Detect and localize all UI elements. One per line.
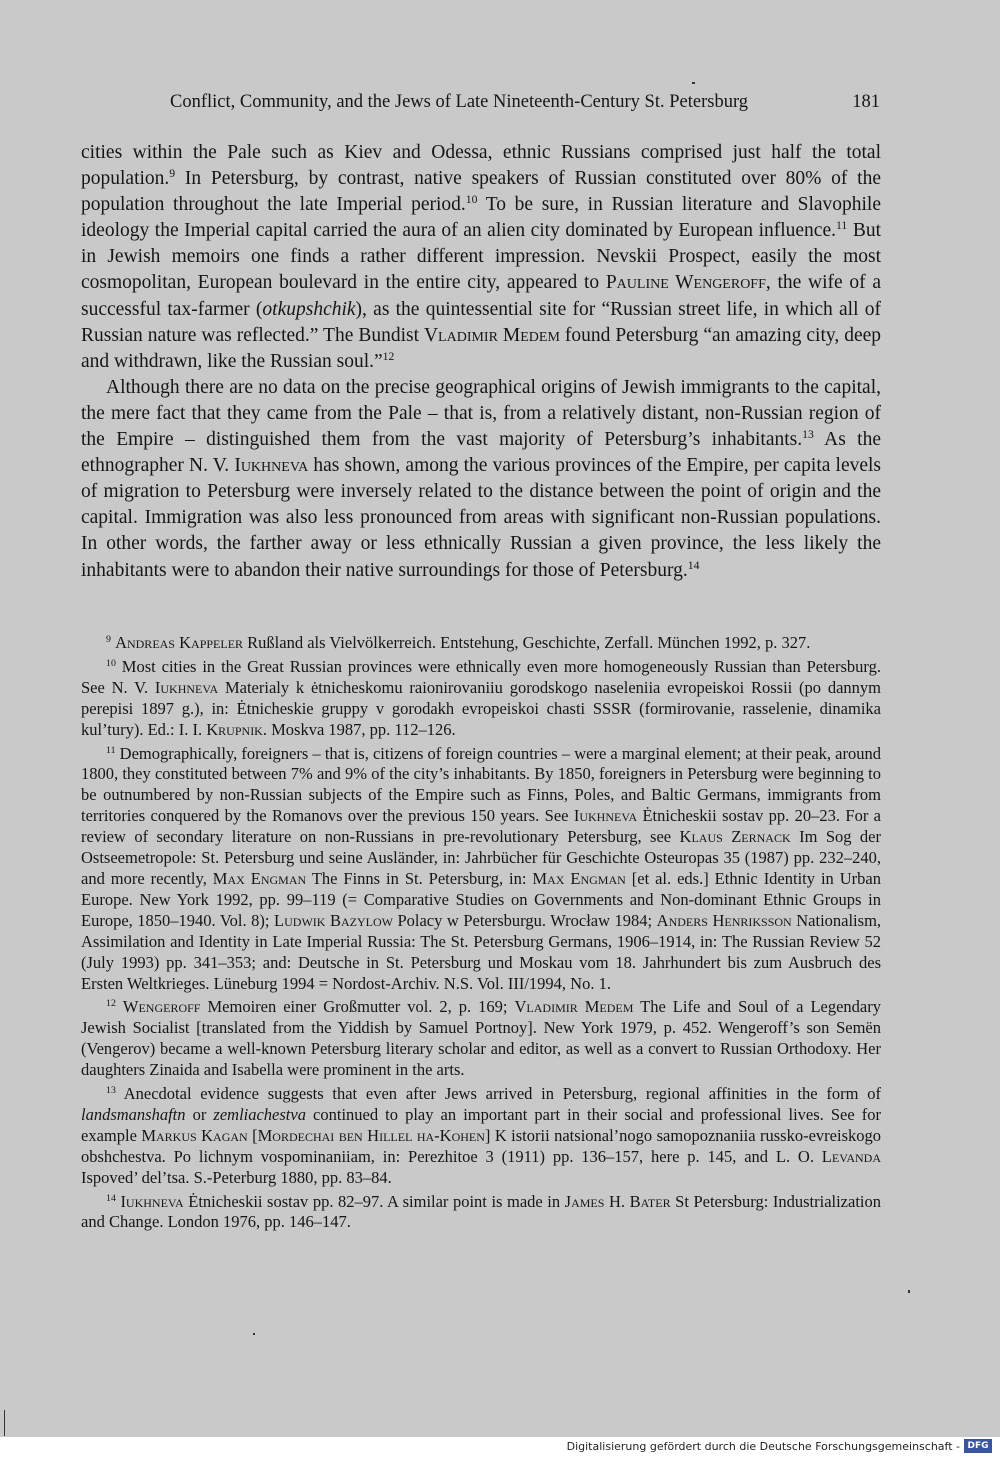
footnote-ref-12[interactable]: 12 (382, 349, 395, 363)
paragraph-2: Although there are no data on the precise geographical origins of Jewish immigrants to the capital, the mere fact that they came from the Pale – that is, from a relatively distant, non-Russian region of the Empire – distinguished them from the vast majority of Petersburg’s inhabitants.$^{13}$ As the ethnographer N. V. Iukhneva has shown, among the various provinces of the Empire, per capita levels of migration to Petersburg were inversely related to the distance between the point of origin and the capital. Immigration was also less pronounced from areas with significant non-Russian populations. In other words, the farther away or less ethnically Russian a given province, the less likely the inhabitants were to abandon their native surroundings for those of Petersburg.$^{14}$ (81, 376, 882, 581)
main-text (81, 140, 881, 584)
footnote-ref-10[interactable]: 10 (465, 192, 478, 206)
page-number: 181 (852, 92, 880, 112)
scan-speck (4, 1410, 5, 1436)
footnote-10: $^{10}$ Most cities in the Great Russian provinces were ethnically even more homogeneously Russian than Petersburg. See N. V. Iukhneva Materialy k ėtnicheskomu raionirovaniiu gorodskogo naseleniia evropeiskoi Rossii (po dannym perepisi 1897 g.), in: Ėtnicheskie gruppy v gorodakh evropeiskoi chasti SSSR (formirovanie, rasselenie, dinamika kul’tury). Ed.: I. I. Krupnik. Moskva 1987, pp. 112–126. (81, 656, 881, 739)
running-title: Conflict, Community, and the Jews of Late Nineteenth-Century St. Petersburg (170, 92, 749, 112)
footnote-ref-11[interactable]: 11 (836, 219, 848, 233)
footnote-ref-13[interactable]: 13 (802, 427, 814, 441)
footnote-12: $^{12}$ Wengeroff Memoiren einer Großmutter vol. 2, p. 169; Vladimir Medem The Life and Soul of a Legendary Jewish Socialist [translated from the Yiddish by Samuel Portnoy]. New York 1979, p. 452. Wengeroff’s son Semën (Vengerov) became a well-known Petersburg literary scholar and editor, as well as a convert to Russian Orthodoxy. Her daughters Zinaida and Isabella were prominent in the arts. (81, 997, 882, 1080)
author-name: Pauline Wengeroff (605, 272, 766, 294)
footnote-14: $^{14}$ Iukhneva Ėtnicheskii sostav pp. 82–97. A similar point is made in James H. Bater St Petersburg: Industrialization and Change. London 1976, pp. 146–147. (81, 1191, 881, 1232)
funding-credit: Digitalisierung gefördert durch die Deutsche Forschungsgemeinschaft - (566, 1440, 960, 1453)
paragraph-1: cities within the Pale such as Kiev and Odessa, ethnic Russians comprised just half the total population.$^9$ In Petersburg, by contrast, native speakers of Russian constituted over 80% of the population throughout the late Imperial period.$^{10}$ To be sure, in Russian literature and Slavophile ideology the Imperial capital carried the aura of an alien city dominated by European influence.$^{11}$ But in Jewish memoirs one finds a rather different impression. Nevskii Prospect, easily the most cosmopolitan, European boulevard in the entire city, appeared to Pauline Wengeroff, the wife of a successful tax-farmer (otkupshchik), as the quintessential site for “Russian street life, in which all of Russian nature was reflected.” The Bundist Vladimir Medem found Petersburg “an amazing city, deep and withdrawn, like the Russian soul.”$^{12}$ (81, 142, 882, 372)
scan-speck (692, 82, 695, 84)
author-name: Iukhneva (234, 455, 309, 477)
dfg-logo: DFG (964, 1439, 992, 1453)
footnote-9: $^9$ Andreas Kappeler Rußland als Vielvölkerreich. Entstehung, Geschichte, Zerfall. München 1992, p. 327. (106, 633, 811, 652)
footnote-ref-9[interactable]: 9 (169, 166, 176, 180)
footnote-ref-14[interactable]: 14 (687, 558, 700, 572)
scan-speck (908, 1290, 910, 1293)
footnote-13: $^{13}$ Anecdotal evidence suggests that even after Jews arrived in Petersburg, regional affinities in the form of landsmanshaftn or zemliachestva continued to play an important part in their social and professional lives. See for example Markus Kagan [Mordechai ben Hillel ha-Kohen] K istorii natsional’nogo samopoznaniia russko-evreiskogo obshchestva. Po lichnym vospominaniiam, in: Perezhitoe 3 (1911) pp. 136–157, here p. 145, and L. O. Levanda Ispoved’ del’tsa. S.-Peterburg 1880, pp. 83–84. (81, 1084, 881, 1187)
scan-speck (253, 1333, 255, 1335)
digitization-footer (0, 1437, 1000, 1457)
footnote-11: $^{11}$ Demographically, foreigners – that is, citizens of foreign countries – were a marginal element; at their peak, around 1800, they constituted between 7% and 9% of the city’s inhabitants. By 1850, foreigners in Petersburg were beginning to be outnumbered by non-Russian subjects of the Empire such as Finns, Poles, and Baltic Germans, immigrants from territories conquered by the Romanovs over the previous 150 years. See Iukhneva Ėtnicheskii sostav pp. 20–23. For a review of secondary literature on non-Russians in pre-revolutionary Petersburg, see Klaus Zernack Im Sog der Ostseemetropole: St. Petersburg und seine Ausländer, in: Jahrbücher für Geschichte Osteuropas 35 (1987) pp. 232–240, and more recently, Max Engman The Finns in St. Petersburg, in: Max Engman [et al. eds.] Ethnic Identity in Urban Europe. New York 1992, pp. 99–119 (= Comparative Studies on Governments and Non-dominant Ethnic Groups in Europe, 1850–1940. Vol. 8); Ludwik Bazylow Polacy w Petersburgu. Wrocław 1984; Anders Henriksson Nationalism, Assimilation and Identity in Late Imperial Russia: The St. Petersburg Germans, 1906–1914, in: The Russian Review 52 (July 1993) pp. 341–353; and: Deutsche in St. Petersburg und Moskau vom 18. Jahrhundert bis zum Ausbruch des Ersten Weltkrieges. Lüneburg 1994 = Nordost-Archiv. N.S. Vol. III/1994, No. 1. (81, 743, 882, 993)
footnotes (81, 633, 881, 1236)
author-name: Vladimir Medem (423, 324, 560, 346)
